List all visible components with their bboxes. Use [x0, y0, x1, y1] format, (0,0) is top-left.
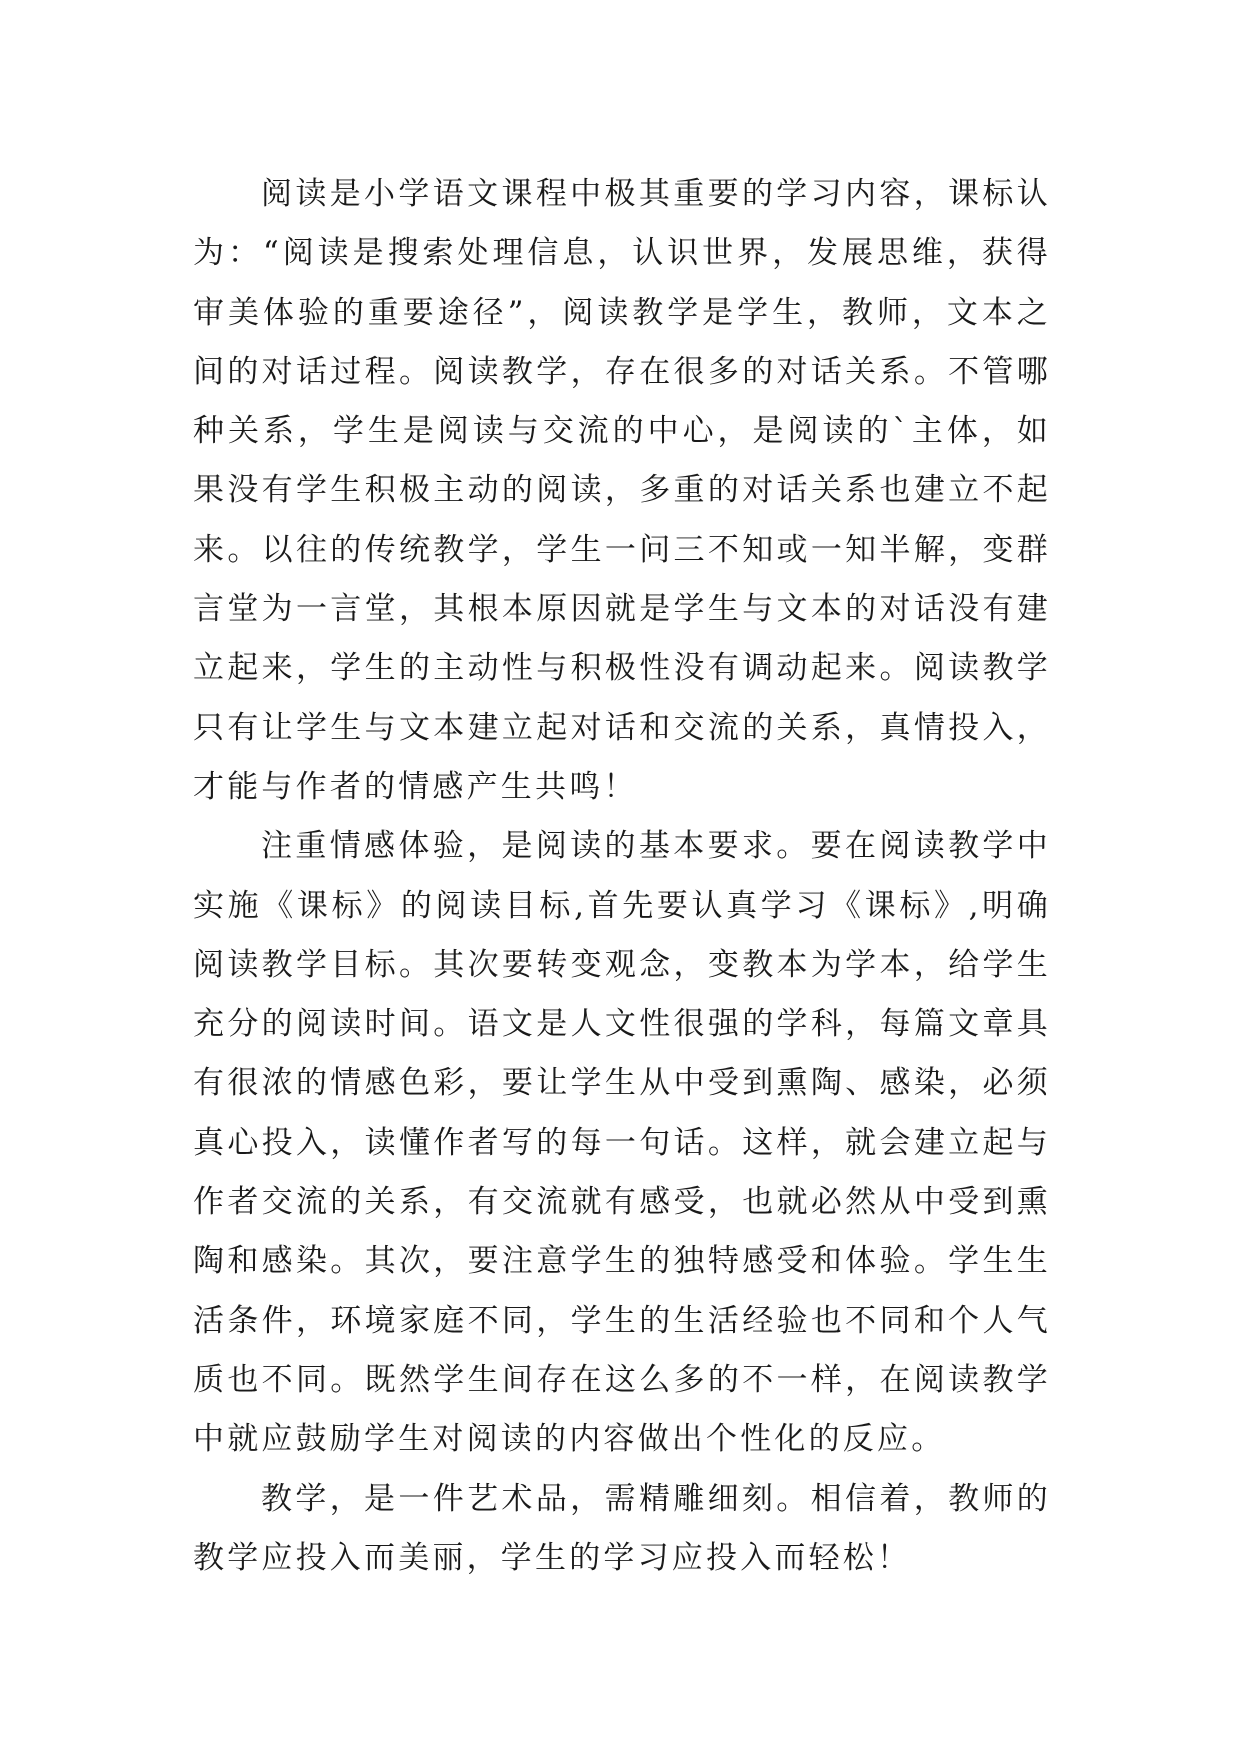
document-body	[193, 165, 1051, 1588]
paragraph-1: 阅读是小学语文课程中极其重要的学习内容，课标认为：“阅读是搜索处理信息，认识世界，发展思维，获得审美体验的重要途径”，阅读教学是学生，教师，文本之间的对话过程。阅读教学，存在很多的对话关系。不管哪种关系，学生是阅读与交流的中心，是阅读的`主体，如果没有学生积极主动的阅读，多重的对话关系也建立不起来。以往的传统教学，学生一问三不知或一知半解，变群言堂为一言堂，其根本原因就是学生与文本的对话没有建立起来，学生的主动性与积极性没有调动起来。阅读教学只有让学生与文本建立起对话和交流的关系，真情投入，才能与作者的情感产生共鸣！	[193, 176, 1051, 805]
paragraph-2: 注重情感体验，是阅读的基本要求。要在阅读教学中实施《课标》的阅读目标,首先要认真学习《课标》,明确阅读教学目标。其次要转变观念，变教本为学本，给学生充分的阅读时间。语文是人文性很强的学科，每篇文章具有很浓的情感色彩，要让学生从中受到熏陶、感染，必须真心投入，读懂作者写的每一句话。这样，就会建立起与作者交流的关系，有交流就有感受，也就必然从中受到熏陶和感染。其次，要注意学生的独特感受和体验。学生生活条件，环境家庭不同，学生的生活经验也不同和个人气质也不同。既然学生间存在这么多的不一样，在阅读教学中就应鼓励学生对阅读的内容做出个性化的反应。	[193, 828, 1051, 1458]
paragraph-3: 教学，是一件艺术品，需精雕细刻。相信着，教师的教学应投入而美丽，学生的学习应投入而轻松！	[193, 1480, 1051, 1576]
